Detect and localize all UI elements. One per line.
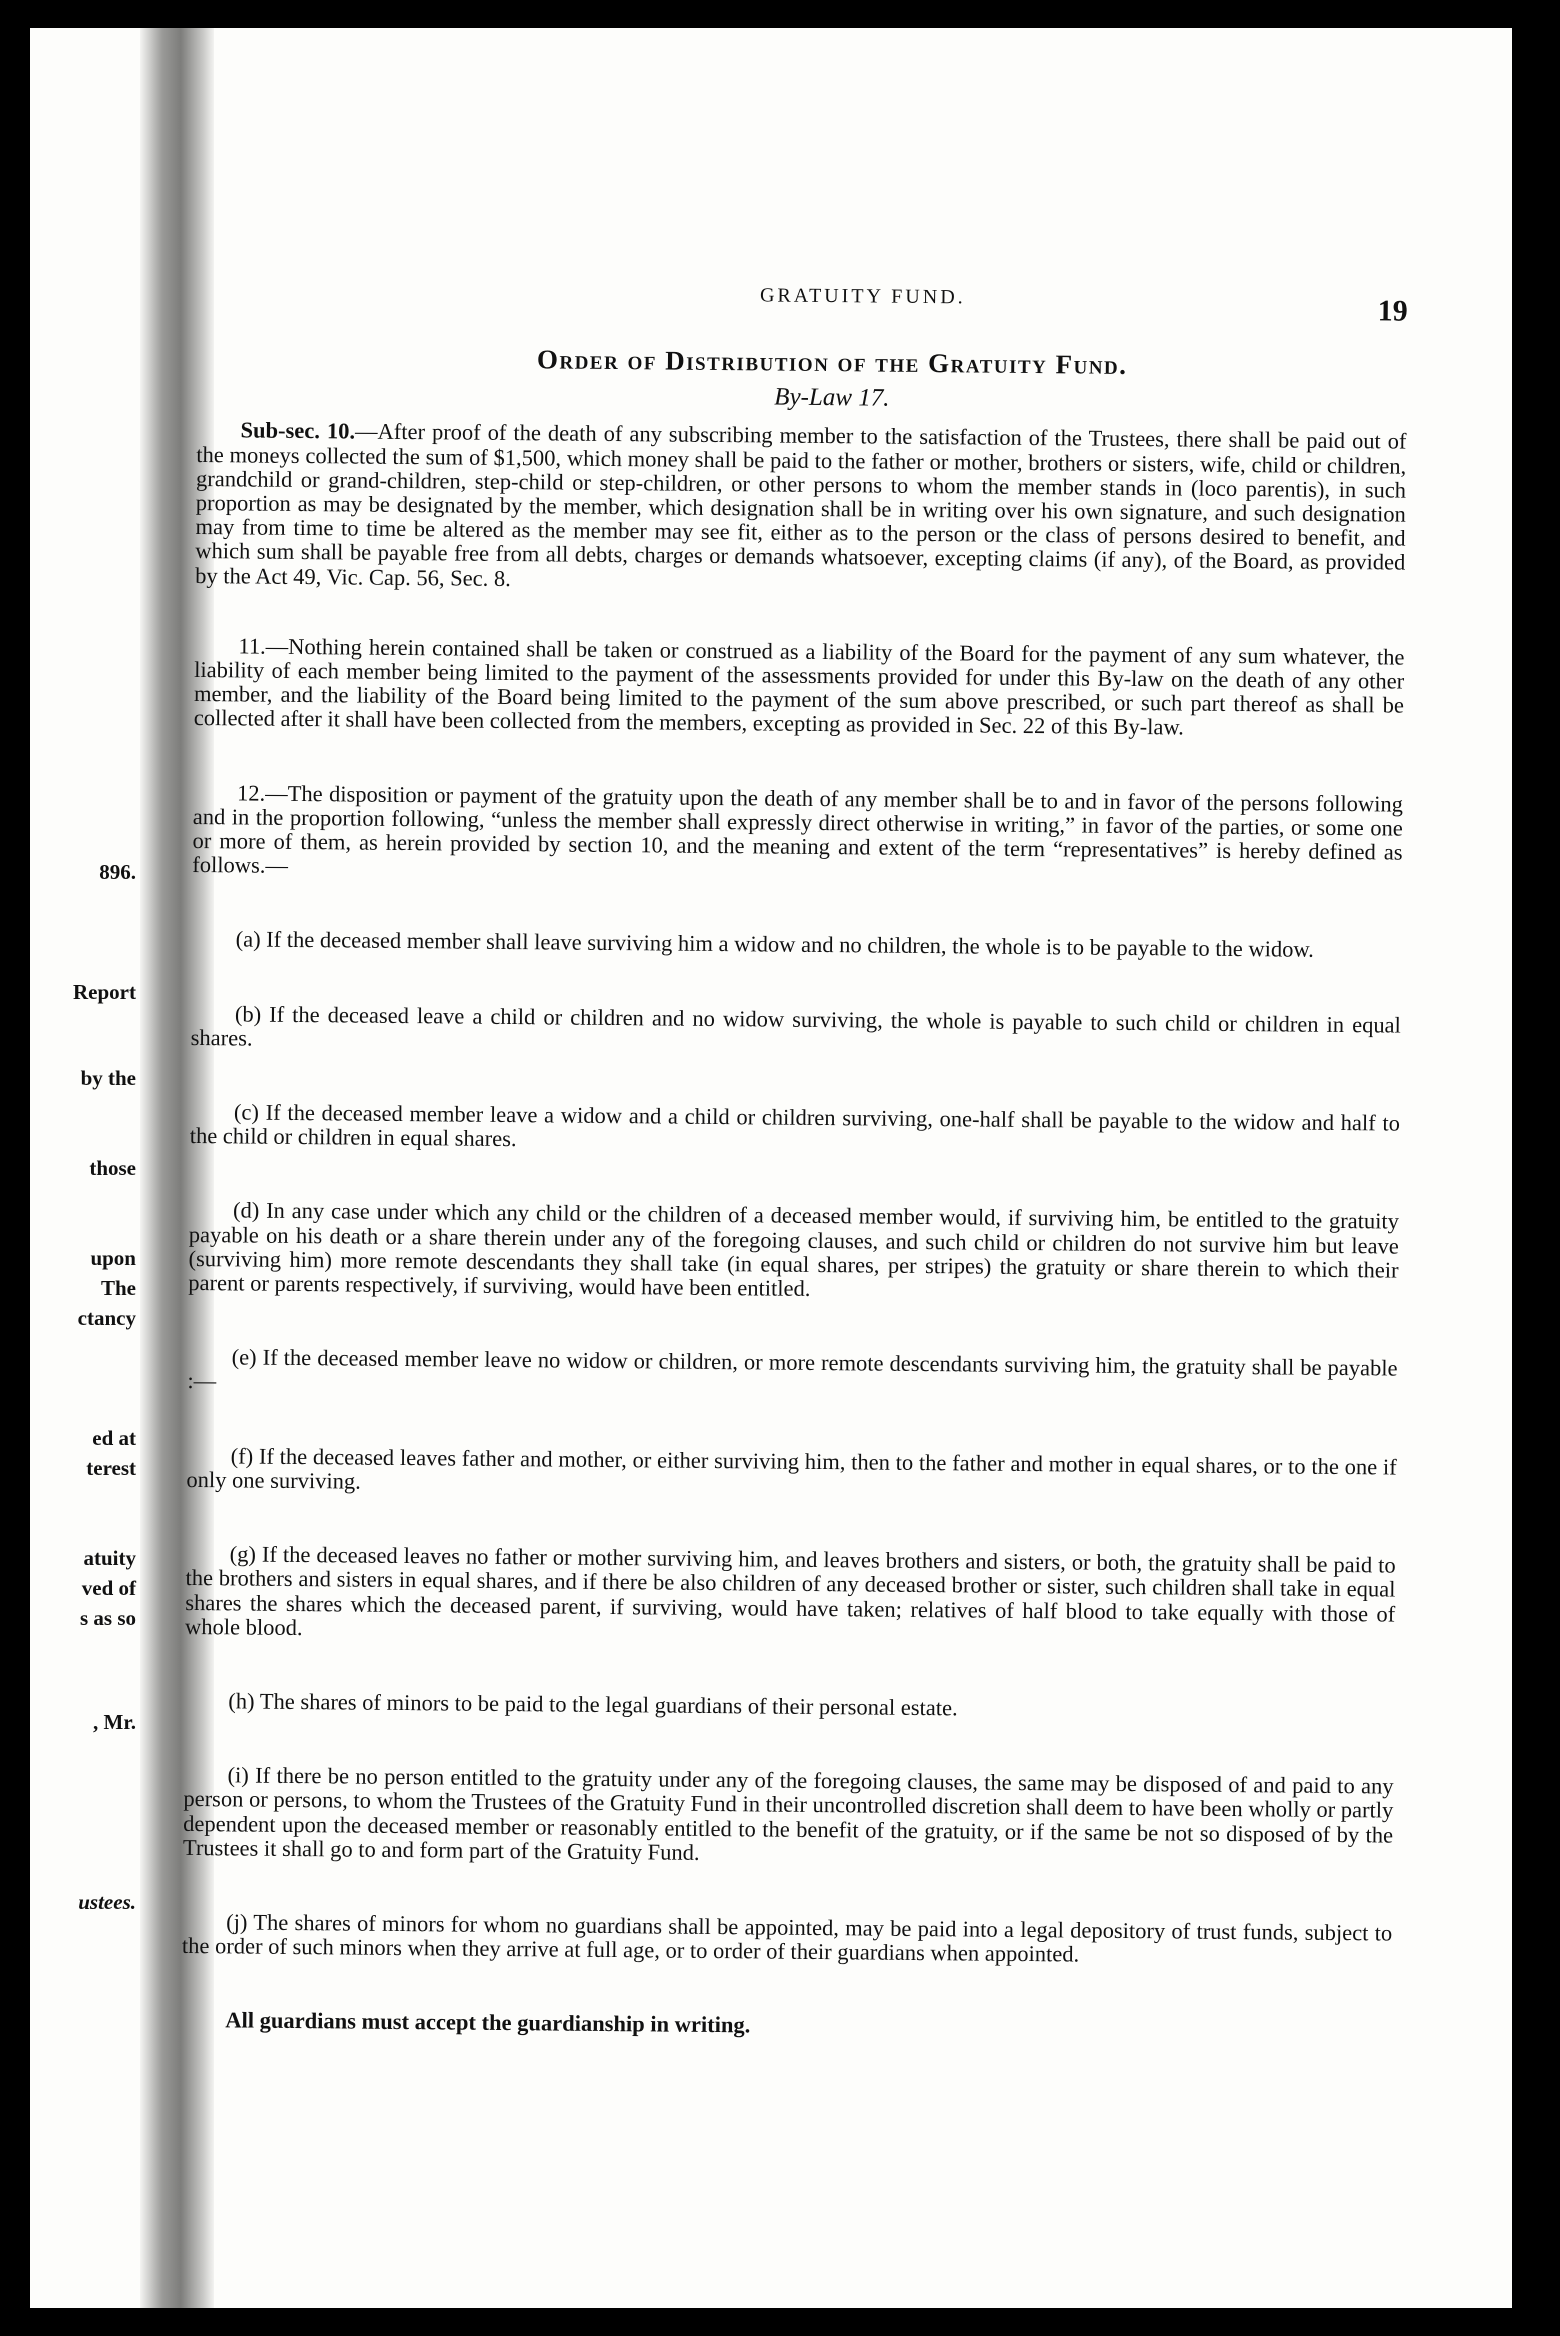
running-header — [198, 278, 1408, 336]
paragraph-11 — [194, 634, 1405, 742]
margin-fragment: ed at — [92, 1426, 136, 1450]
paragraph-text: (h) The shares of minors to be paid to the legal guardians of their personal estate. — [228, 1688, 958, 1721]
clause-h — [184, 1689, 1394, 1725]
margin-fragment: terest — [86, 1456, 136, 1480]
clause-b — [191, 1002, 1401, 1062]
section-heading: Order of Distribution of the Gratuity Fund. — [536, 344, 1128, 380]
clause-e — [187, 1345, 1397, 1405]
page-number: 19 — [1377, 294, 1408, 328]
paragraph-subsec-10 — [195, 418, 1407, 599]
paragraph-text: (b) If the deceased leave a child or children and no widow surviving, the whole is payable to such child or children in equal shares. — [190, 1001, 1402, 1051]
book-page — [30, 28, 1512, 2308]
paragraph-text: (j) The shares of minors for whom no guardians shall be appointed, may be paid into a legal depository of trust funds, subject to the order of such minors when they arrive at full age, or to order of their guardians when appointed. — [181, 1909, 1393, 1967]
margin-fragment: The — [100, 1276, 136, 1300]
paragraph-lead: Sub-sec. 10. — [240, 417, 356, 444]
clause-i — [183, 1763, 1394, 1871]
paragraph-text: (f) If the deceased leaves father and mother, or either surviving him, then to the father and mother in equal shares, or to the one if only one surviving. — [186, 1443, 1397, 1494]
margin-fragment: Report — [73, 980, 136, 1004]
clause-c — [190, 1100, 1400, 1160]
clause-a — [192, 927, 1402, 963]
paragraph-text: 11.—Nothing herein contained shall be taken or construed as a liability of the Board for the payment of any sum whatever, the liability of each member being limited to the payment of the assessments provided for under this By-law on the death of any other member, and the liability of the Board being limited to the payment of the sum above prescribed, or such part thereof as shall be collected after it shall have been collected from the members, excepting as provided in Sec. 22 of this By-law. — [193, 633, 1405, 740]
margin-fragment: , Mr. — [93, 1710, 136, 1734]
margin-fragment: by the — [80, 1066, 136, 1090]
bylaw-subheading: By-Law 17. — [774, 383, 890, 412]
margin-fragment: ctancy — [77, 1306, 136, 1330]
paragraph-text: (g) If the deceased leaves no father or mother surviving him, and leaves brothers and sisters, or both, the gratuity shall be paid to the brothers and sisters in equal shares, and if there be also children of any deceased brother or sister, such children shall take in equal shares the shares which the deceased parent, if surviving, would have taken; relatives of half blood to take equally with those of whole blood. — [184, 1541, 1396, 1640]
paragraph-text: (d) In any case under which any child or the children of a deceased member would, if surviving him, be entitled to the gratuity payable on his death or a share therein under any of the foregoing clauses, and such child or children do not survive him but leave (surviving him) more remote descendants they shall take (in equal shares, per stripes) the gratuity or share therein to which their parent or parents respectively, if surviving, would have been entitled. — [188, 1197, 1400, 1302]
margin-fragment: ustees. — [78, 1890, 136, 1914]
paragraph-text: (e) If the deceased member leave no widow or children, or more remote descendants surviving him, the gratuity shall be payable :— — [187, 1344, 1398, 1394]
clause-f — [186, 1444, 1396, 1504]
paragraph-text: (c) If the deceased member leave a widow and a child or children surviving, one-half shall be payable to the widow and half to the child or children in equal shares. — [189, 1099, 1401, 1152]
running-title: GRATUITY FUND. — [759, 284, 966, 309]
paragraph-text: —After proof of the death of any subscribing member to the satisfaction of the Trustees, there shall be paid out of the moneys collected the sum of $1,500, which money shall be paid to the father or mother, brothers or sisters, wife, child or children, grandchild or grand-children, step-child or step-children, or other persons to whom the member stands in (loco parentis), in such proportion as may be designated by the member, which designation shall be in writing over his own signature, and such designation may from time to time be altered as the member may see fit, either as to the person or the class of persons desired to benefit, and which sum shall be payable free from all debts, charges or demands whatsoever, excepting claims (if any), of the Board, as provided by the Act 49, Vic. Cap. 56, Sec. 8. — [195, 418, 1407, 591]
margin-fragment: 896. — [99, 860, 136, 884]
paragraph-text: (i) If there be no person entitled to the gratuity under any of the foregoing clauses, the same may be disposed of and paid to any person or persons, to whom the Trustees of the Gratuity Fund in their uncontrolled discretion shall deem to have been wholly or partly dependent upon the deceased member or reasonably entitled to the benefit of the gratuity, or if the same be not so disposed of by the Trustees it shall go to and form part of the Gratuity Fund. — [182, 1762, 1394, 1865]
paragraph-text: (a) If the deceased member shall leave surviving him a widow and no children, the whole is to be payable to the widow. — [235, 926, 1314, 963]
margin-fragment: upon — [90, 1246, 136, 1270]
previous-page-margin — [30, 28, 140, 2308]
margin-fragment: those — [89, 1156, 136, 1180]
margin-fragment: s as so — [79, 1606, 136, 1630]
paragraph-12 — [192, 781, 1403, 889]
page-body — [181, 278, 1408, 2044]
paragraph-text: 12.—The disposition or payment of the gratuity upon the death of any member shall be to and in favor of the persons following and in the proportion following, “unless the member shall expressly direct otherwise in writing,” in favor of the parties, or some one or more of them, as herein provided by section 10, and the meaning and extent of the term “representatives” is hereby defined as follows.— — [192, 780, 1404, 879]
margin-fragment: ved of — [81, 1576, 136, 1600]
clause-g — [185, 1542, 1396, 1650]
closing-line: All guardians must accept the guardianship in writing. — [225, 2007, 751, 2038]
clause-j — [182, 1910, 1392, 1970]
clause-d — [188, 1198, 1399, 1306]
margin-fragment: atuity — [83, 1546, 136, 1570]
